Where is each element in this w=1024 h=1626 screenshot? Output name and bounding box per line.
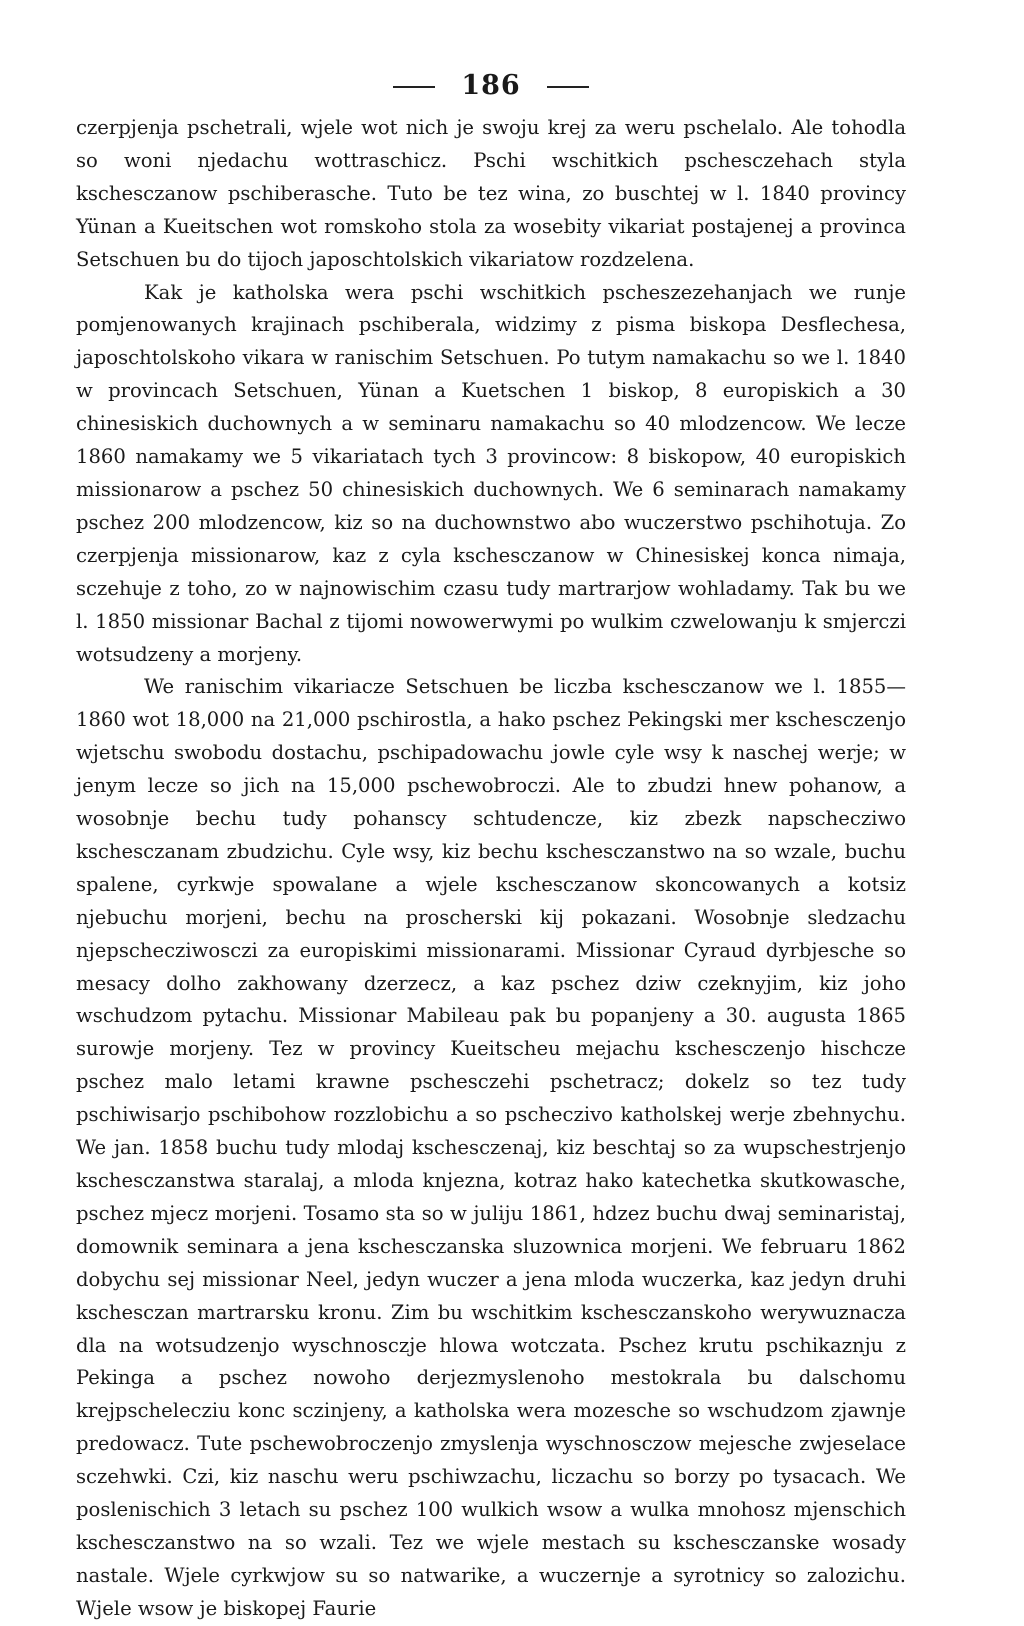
header-dash-right	[547, 86, 589, 88]
paragraph-3: We ranischim vikariacze Setschuen be liczba kschesczanow we l. 1855—1860 wot 18,000 na 21,000 pschirostla, a hako pschez Pekingski mer kschesczenjo wjetschu swobodu dostachu, pschipadowachu jowle cyle wsy k naschej werje; w jenym lecze so jich na 15,000 pschewobroczi. Ale to zbudzi hnew pohanow, a wosobnje bechu tudy pohanscy schtudencze, kiz zbezk napschecziwo kschesczanam zbudzichu. Cyle wsy, kiz bechu kschesczanstwo na so wzale, buchu spalene, cyrkwje spowalane a wjele kschesczanow skoncowanych a kotsiz njebuchu morjeni, bechu na proscherski kij pokazani. Wosobnje sledzachu njepschecziwosczi za europiskimi missionarami. Missionar Cyraud dyrbjesche so mesacy dolho zakhowany dzerzecz, a kaz pschez dziw czeknyjim, kiz joho wschudzom pytachu. Missionar Mabileau pak bu popanjeny a 30. augusta 1865 surowje morjeny. Tez w provincy Kueitscheu mejachu kschesczenjo hischcze pschez malo letami krawne pschesczehi pschetracz; dokelz so tez tudy pschiwisarjo pschibohow rozzlobichu a so pscheczivo katholskej werje zbehnychu. We jan. 1858 buchu tudy mlodaj kschesczenaj, kiz beschtaj so za wupschestrjenjo kschesczanstwa staralaj, a mloda knjezna, kotraz hako katechetka skutkowasche, pschez mjecz morjeni. Tosamo sta so w juliju 1861, hdzez buchu dwaj seminaristaj, domownik seminara a jena kschesczanska sluzownica morjeni. We februaru 1862 dobychu sej missionar Neel, jedyn wuczer a jena mloda wuczerka, kaz jedyn druhi kschesczan martrarsku kronu. Zim bu wschitkim kschesczanskoho werywuznacza dla na wotsudzenjo wyschnosczje hlowa wotczata. Pschez krutu pschikaznju z Pekinga a pschez nowoho derjezmyslenoho mestokrala bu dalschomu krejpschelecziu konc sczinjeny, a katholska wera mozesche so wschudzom zjawnje predowacz. Tute pschewobroczenjo zmyslenja wyschnosczow mejesche zwjeselace sczehwki. Czi, kiz naschu weru pschiwzachu, liczachu so borzy po tysacach. We poslenischich 3 letach su pschez 100 wulkich wsow a wulka mnohosz mjenschich kschesczanstwo na so wzali. Tez we wjele mestach su kschesczanske wosady nastale. Wjele cyrkwjow su so natwarike, a wuczernje a syrotnicy so zalozichu. Wjele wsow je biskopej Faurie	[76, 675, 906, 1620]
paragraph-2: Kak je katholska wera pschi wschitkich pscheszezehanjach we runje pomjenowanych krajinach pschiberala, widzimy z pisma biskopa Desflechesa, japoschtolskoho vikara w ranischim Setschuen. Po tutym namakachu so we l. 1840 w provincach Setschuen, Yünan a Kuetschen 1 biskop, 8 europiskich a 30 chinesiskich duchownych a w seminaru namakachu so 40 mlodzencow. We lecze 1860 namakamy we 5 vikariatach tych 3 provincow: 8 biskopow, 40 europiskich missionarow a pschez 50 chinesiskich duchownych. We 6 seminarach namakamy pschez 200 mlodzencow, kiz so na duchownstwo abo wuczerstwo pschihotuja. Zo czerpjenja missionarow, kaz z cyla kschesczanow w Chinesiskej konca nimaja, sczehuje z toho, zo w najnowischim czasu tudy martrarjow wohladamy. Tak bu we l. 1850 missionar Bachal z tijomi nowowerwymi po wulkim czwelowanju k smjerczi wotsudzeny a morjeny.	[76, 280, 906, 666]
paragraph-1: czerpjenja pschetrali, wjele wot nich je swoju krej za weru pschelalo. Ale tohodla so woni njedachu wottraschicz. Pschi wschitkich pschesczehach styla kschesczanow pschiberasche. Tuto be tez wina, zo buschtej w l. 1840 provincy Yünan a Kueitschen wot romskoho stola za wosebity vikariat postajenej a provinca Setschuen bu do tijoch japoschtolskich vikariatow rozdzelena.	[76, 116, 906, 271]
body-text	[76, 112, 906, 1626]
header-dash-left	[393, 86, 435, 88]
book-page	[76, 60, 906, 1626]
page-header	[76, 60, 906, 112]
page-number: 186	[461, 70, 521, 101]
